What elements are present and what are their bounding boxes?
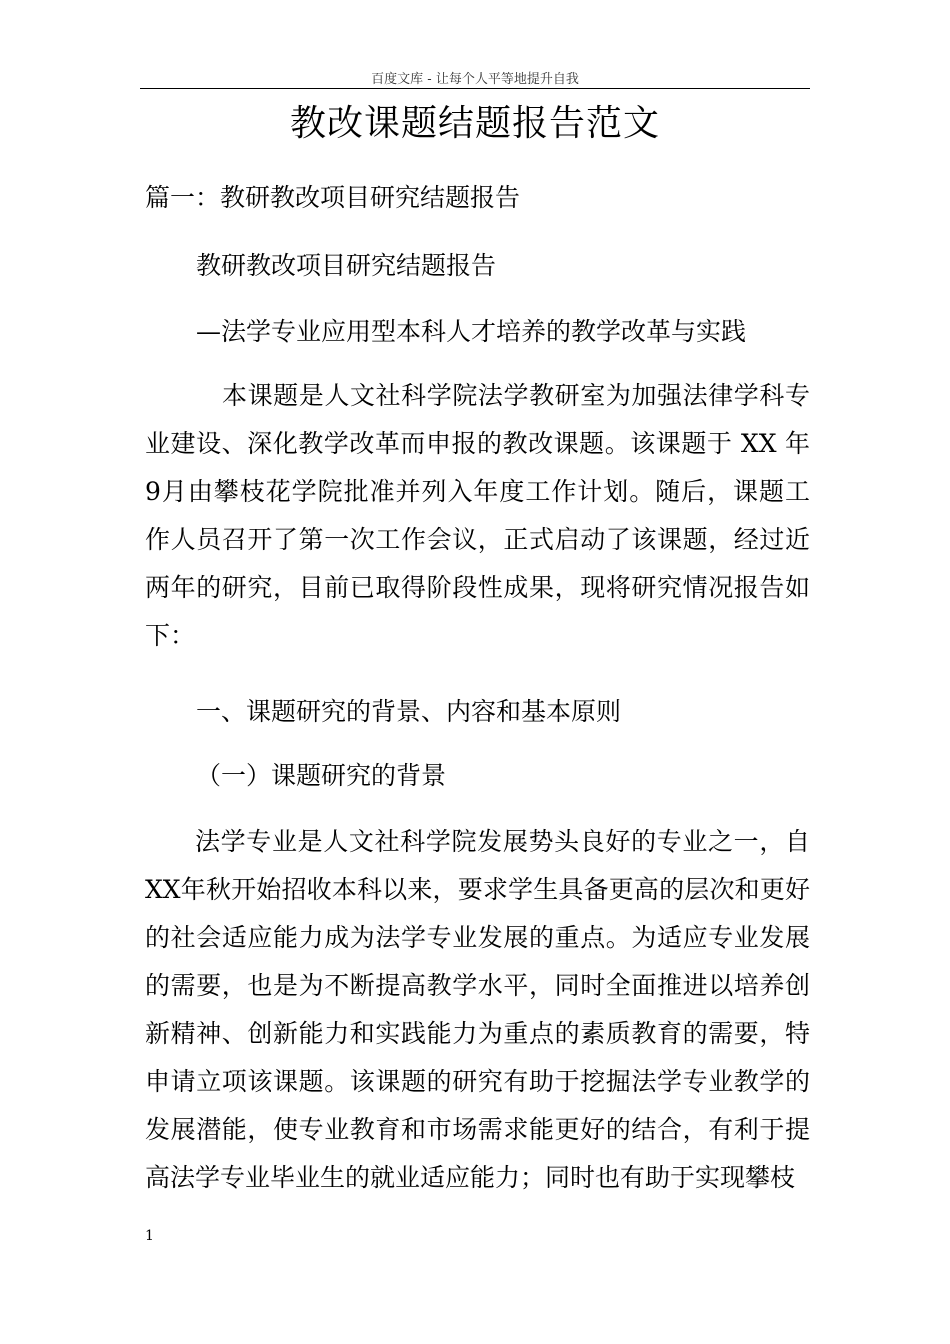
- report-title: 教研教改项目研究结题报告: [196, 251, 497, 280]
- page-header: 百度文库 - 让每个人平等地提升自我: [371, 72, 579, 87]
- background-paragraph: 法学专业是人文社科学院发展势头良好的专业之一，自XX年秋开始招收本科以来，要求学生具备更高的层次和更好的社会适应能力成为法学专业发展的重点。为适应专业发展的需要，也是为不断提高教学水平，同时全面推进以培养创新精神、创新能力和实践能力为重点的素质教育的需要，特申请立项该课题。该课题的研究有助于挖掘法学专业教学的发展潜能，使专业教育和市场需求能更好的结合，有利于提高法学专业毕业生的就业适应能力；同时也有助于实现攀枝: [145, 827, 810, 1192]
- report-subtitle: —法学专业应用型本科人才培养的教学改革与实践: [196, 317, 747, 346]
- document-title: 教改课题结题报告范文: [289, 103, 660, 144]
- header-divider: [140, 88, 810, 89]
- heading-research-background: （一）课题研究的背景: [196, 761, 447, 790]
- section-heading: 篇一：教研教改项目研究结题报告: [145, 183, 521, 212]
- heading-background-content-principles: 一、课题研究的背景、内容和基本原则: [196, 697, 622, 726]
- page-number: 1: [145, 1228, 154, 1244]
- intro-paragraph: 本课题是人文社科学院法学教研室为加强法律学科专业建设、深化教学改革而申报的教改课题。该课题于 XX 年9月由攀枝花学院批准并列入年度工作计划。随后，课题工作人员召开了第一次工作会议，正式启动了该课题，经过近两年的研究，目前已取得阶段性成果，现将研究情况报告如下：: [145, 381, 810, 650]
